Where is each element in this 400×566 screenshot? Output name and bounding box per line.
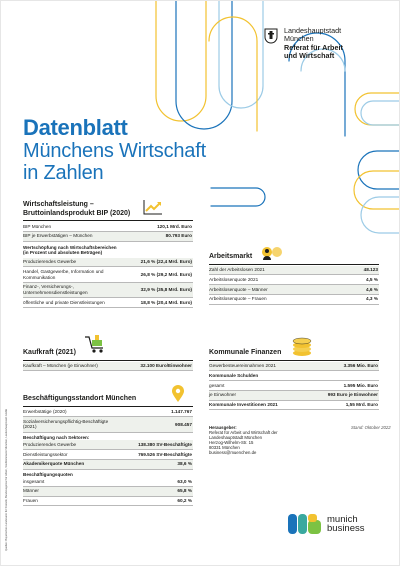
kaufkraft-table bbox=[23, 362, 193, 372]
location-pin-icon bbox=[171, 385, 185, 403]
table-row: Arbeitslosenquote 2021 4,5 % bbox=[209, 275, 379, 285]
wertschoepfung-heading-2: (in Prozent und absoluten Beträgen) bbox=[23, 250, 103, 256]
table-row: Arbeitslosenquote – Männer 4,6 % bbox=[209, 285, 379, 295]
logo-line-4: und Wirtschaft bbox=[284, 50, 335, 60]
wirtschaftsleistung-heading-1: Wirtschaftsleistung – bbox=[23, 201, 94, 208]
table-row: gesamt 1.595 Mio. Euro bbox=[209, 381, 379, 391]
publisher-line: Landeshauptstadt München bbox=[209, 435, 263, 441]
table-row: Kaufkraft – München (je Einwohner) 32.100 Euro/Einwohner bbox=[23, 362, 193, 371]
table-row: Produzierendes Gewerbe 21,6 % (22,4 Mrd. Euro) bbox=[23, 258, 193, 267]
table-row: Männer 65,8 % bbox=[23, 486, 193, 496]
finanzen-table bbox=[209, 362, 379, 411]
title-line-1: Datenblatt bbox=[23, 115, 128, 140]
table-row: Finanz-, Versicherungs-, Unternehmensdienstleistungen 32,9 % (35,8 Mrd. Euro) bbox=[23, 282, 193, 297]
arbeitsmarkt-table bbox=[209, 266, 379, 305]
publisher-email-link[interactable]: business@muenchen.de bbox=[209, 450, 257, 456]
table-row: Kommunale Schulden bbox=[209, 371, 379, 381]
page-title bbox=[23, 116, 206, 184]
table-row: Handel, Gastgewerbe, Information und Kommunikation 26,8 % (29,2 Mrd. Euro) bbox=[23, 267, 193, 282]
table-row: Sozialversicherungspflichtig-Beschäftigte (2021) 908.457 bbox=[23, 417, 193, 432]
publisher-info bbox=[209, 425, 278, 456]
wirtschaftsleistung-heading-2: Bruttoinlandsprodukt BIP (2020) bbox=[23, 209, 131, 217]
arbeitsmarkt-heading: Arbeitsmarkt bbox=[209, 253, 253, 260]
publisher-line: 80331 München bbox=[209, 445, 240, 451]
city-logo bbox=[264, 27, 343, 60]
section-arbeitsmarkt bbox=[209, 253, 379, 305]
table-row: Kommunale Investitionen 2021 1,55 Mrd. Euro bbox=[209, 400, 379, 410]
bip-table bbox=[23, 222, 193, 242]
finanzen-heading: Kommunale Finanzen bbox=[209, 349, 282, 356]
sektoren-table bbox=[23, 440, 193, 469]
beschaeftigung-table bbox=[23, 408, 193, 433]
quoten-heading: Beschäftigungsquoten bbox=[23, 471, 73, 477]
table-row: Zahl der Arbeitslosen 2021 48.123 bbox=[209, 266, 379, 275]
shopping-cart-icon bbox=[83, 335, 107, 355]
coins-icon bbox=[291, 337, 313, 357]
beschaeftigung-heading: Beschäftigungsstandort München bbox=[23, 395, 137, 402]
wertschoepfung-heading-1: Wertschöpfung nach Wirtschaftsbereichen bbox=[23, 244, 117, 250]
people-icon bbox=[259, 246, 285, 262]
stand-date: Stand: Oktober 2022 bbox=[351, 425, 391, 430]
city-crest-icon bbox=[264, 28, 278, 44]
publisher-line: Referat für Arbeit und Wirtschaft der bbox=[209, 430, 278, 436]
section-finanzen bbox=[209, 349, 379, 410]
publisher-line: Herzog-Wilhelm-Str. 15 bbox=[209, 440, 254, 446]
publisher-label: Herausgeber: bbox=[209, 425, 237, 430]
table-row: insgesamt 63,0 % bbox=[23, 477, 193, 486]
table-row: Akademikerquote München 38,6 % bbox=[23, 459, 193, 469]
section-kaufkraft bbox=[23, 349, 193, 371]
brand-line-2: business bbox=[327, 523, 365, 534]
sektoren-heading: Beschäftigung nach Sektoren: bbox=[23, 434, 90, 440]
brand-line-1: munich bbox=[327, 513, 358, 525]
section-wirtschaftsleistung bbox=[23, 201, 193, 308]
quoten-table bbox=[23, 477, 193, 506]
table-row: öffentliche und private Dienstleistungen 18,8 % (20,4 Mrd. Euro) bbox=[23, 298, 193, 308]
table-row: Gewerbesteuereinnahmen 2021 3.356 Mio. Euro bbox=[209, 362, 379, 371]
title-line-2: Münchens Wirtschaft bbox=[23, 140, 206, 162]
kaufkraft-heading: Kaufkraft (2021) bbox=[23, 349, 76, 356]
table-row: Dienstleistungssektor 769.526 SV-Beschäftigte bbox=[23, 449, 193, 459]
title-line-3: in Zahlen bbox=[23, 162, 104, 184]
sector-table bbox=[23, 258, 193, 308]
table-row: BIP München 120,1 Mrd. Euro bbox=[23, 222, 193, 231]
table-row: Arbeitslosenquote – Frauen 4,3 % bbox=[209, 294, 379, 304]
munich-business-logo bbox=[288, 514, 365, 534]
logo-line-3: Referat für Arbeit bbox=[284, 42, 343, 52]
sources-note: Quellen: Bayerisches Landesamt für Statistik, Bundesagentur für Arbeit, Stadtkämmerei München, Landeshauptstadt GmbH bbox=[5, 408, 8, 551]
table-row: Erwerbstätige (2020) 1.147.767 bbox=[23, 408, 193, 417]
munich-business-mark-icon bbox=[288, 514, 322, 534]
table-row: Produzierendes Gewerbe 138.380 SV-Beschäftigte bbox=[23, 440, 193, 449]
section-beschaeftigung bbox=[23, 395, 193, 506]
logo-line-1: Landeshauptstadt bbox=[284, 26, 342, 35]
logo-line-2: München bbox=[284, 34, 314, 44]
table-row: je Einwohner 993 Euro je Einwohner bbox=[209, 390, 379, 400]
table-row: BIP je Erwerbstätigen – München 80.793 Euro bbox=[23, 231, 193, 241]
table-row: Frauen 60,2 % bbox=[23, 496, 193, 506]
growth-chart-icon bbox=[143, 199, 163, 215]
